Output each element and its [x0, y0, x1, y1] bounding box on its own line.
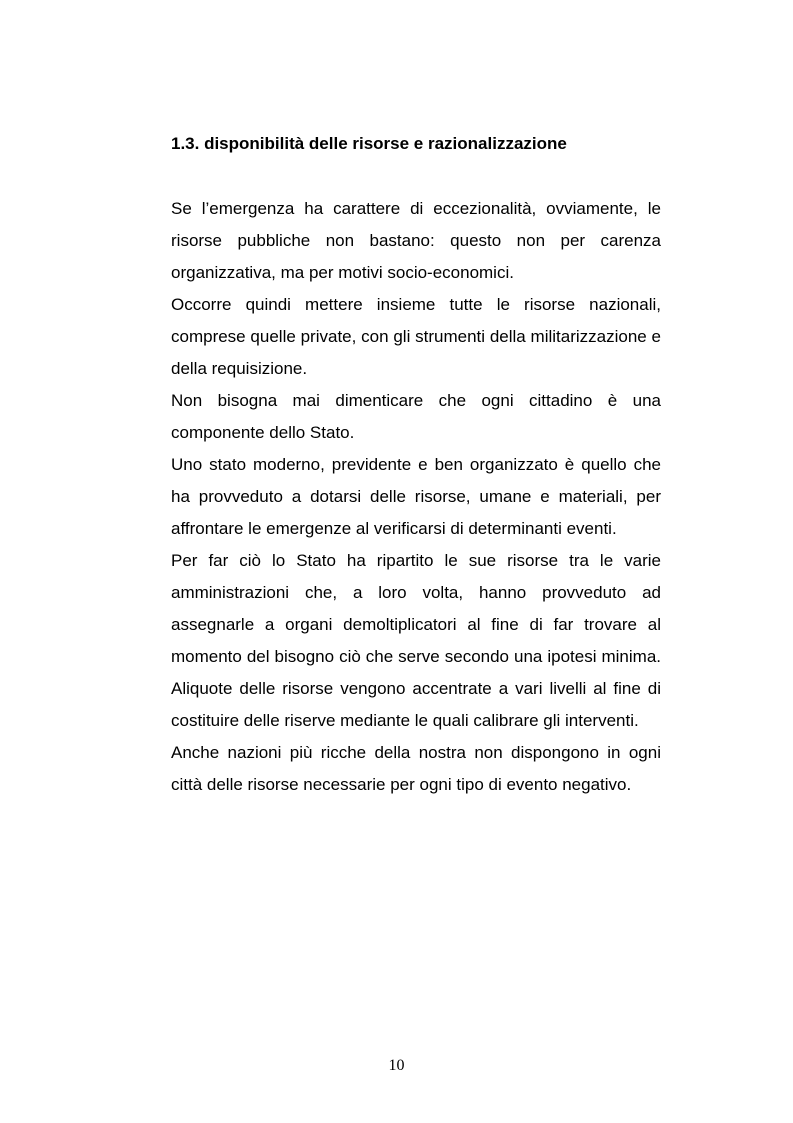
paragraph: Per far ciò lo Stato ha ripartito le sue risorse tra le varie amministrazioni che, a loro volta, hanno provveduto ad assegnarle a organi demoltiplicatori al fine di far trovare al momento del bisogno ciò che serve secondo una ipotesi minima. Aliquote delle risorse vengono accentrate a vari livelli al fine di costituire delle riserve mediante le quali calibrare gli interventi.: [171, 551, 661, 730]
page-number: 10: [388, 1057, 405, 1074]
body-text: [171, 193, 661, 801]
paragraph: Anche nazioni più ricche della nostra non dispongono in ogni città delle risorse necessarie per ogni tipo di evento negativo.: [171, 743, 661, 794]
paragraph: Occorre quindi mettere insieme tutte le risorse nazionali, comprese quelle private, con gli strumenti della militarizzazione e della requisizione.: [171, 295, 661, 378]
paragraph: Non bisogna mai dimenticare che ogni cittadino è una componente dello Stato.: [171, 391, 661, 442]
paragraph: Se l’emergenza ha carattere di eccezionalità, ovviamente, le risorse pubbliche non bastano: questo non per carenza organizzativa, ma per motivi socio-economici.: [171, 199, 661, 282]
section-heading: 1.3. disponibilità delle risorse e razionalizzazione: [171, 134, 567, 153]
paragraph: Uno stato moderno, previdente e ben organizzato è quello che ha provveduto a dotarsi delle risorse, umane e materiali, per affrontare le emergenze al verificarsi di determinanti eventi.: [171, 455, 661, 538]
